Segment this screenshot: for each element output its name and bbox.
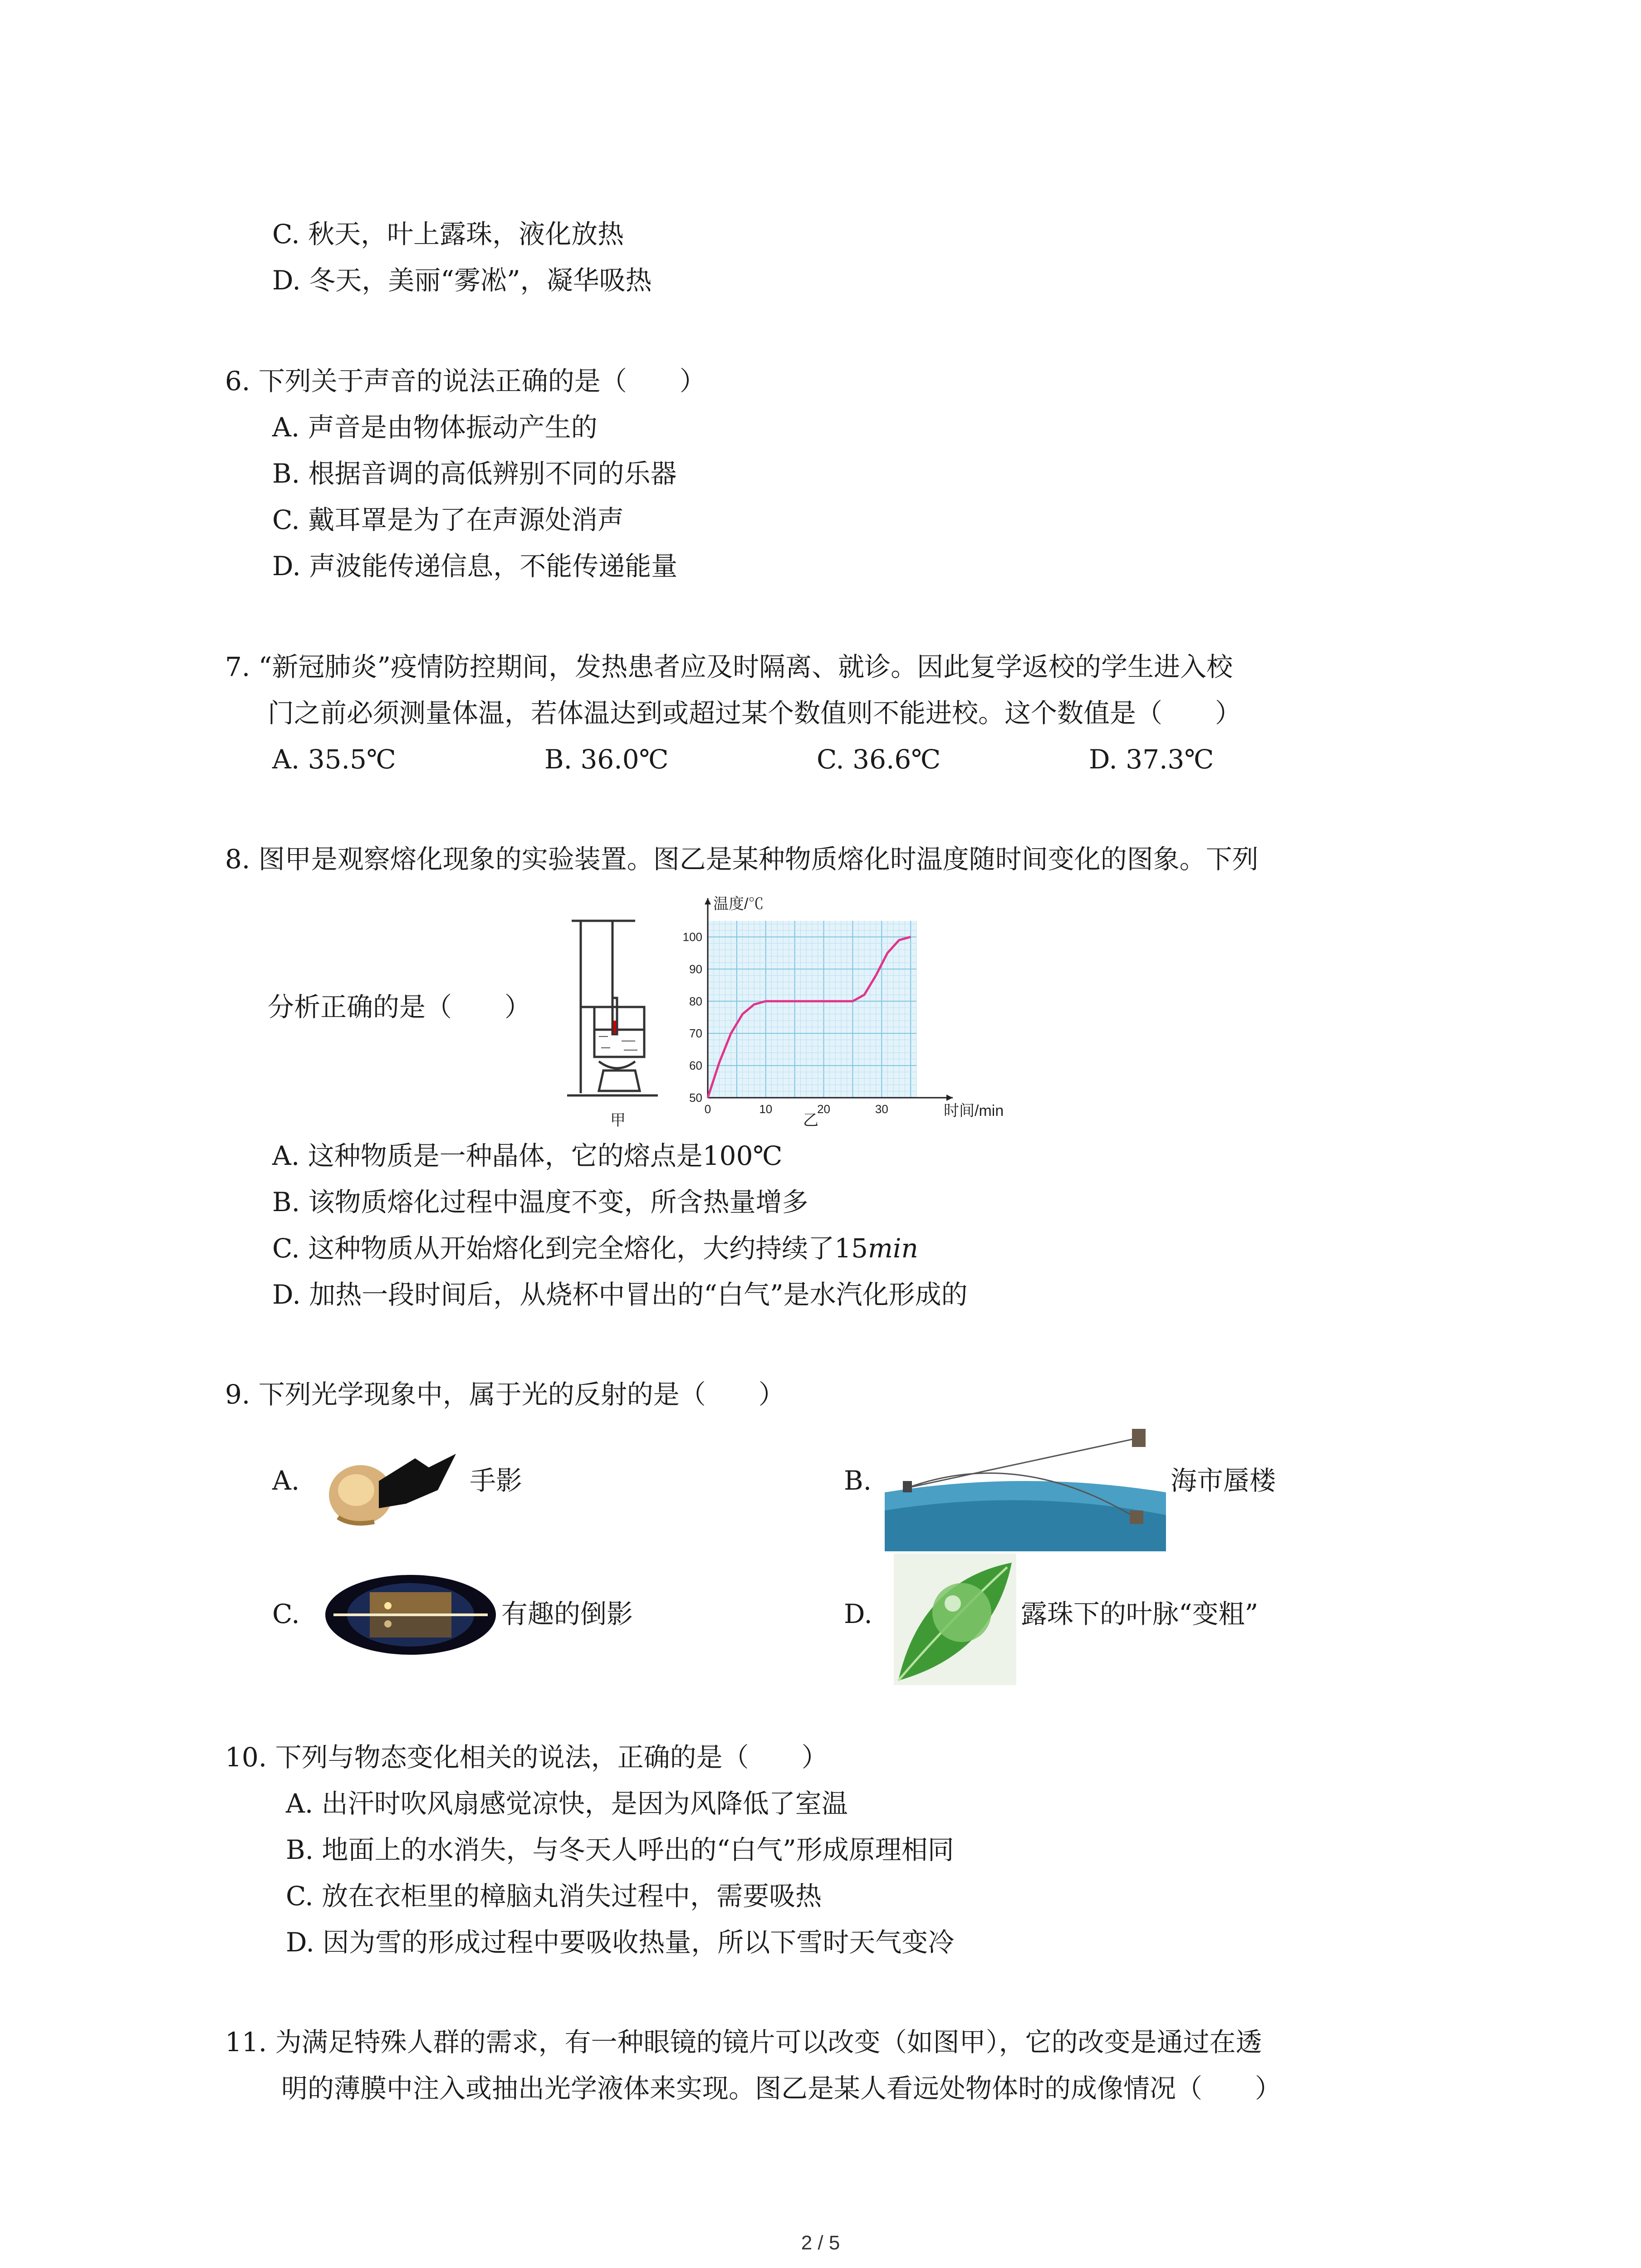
q6-option-b: B. 根据音调的高低辨别不同的乐器 xyxy=(272,458,677,489)
chart-y-tick-label: 80 xyxy=(689,994,702,1008)
q7-option-a: A. 35.5℃ xyxy=(272,744,396,775)
chart-x-tick-label: 30 xyxy=(875,1102,888,1116)
chart-x-tick-label: 20 xyxy=(817,1102,831,1116)
q7-stem-line1: 7. “新冠肺炎”疫情防控期间，发热患者应及时隔离、就诊。因此复学返校的学生进入校 xyxy=(225,651,1233,682)
hand-shadow-image xyxy=(324,1440,460,1531)
q6-option-c: C. 戴耳罩是为了在声源处消声 xyxy=(272,504,624,535)
chart-y-tick-label: 60 xyxy=(689,1059,702,1073)
chart-x-axis-label: 时间/min xyxy=(944,1102,1004,1119)
q9-option-d-letter: D. xyxy=(844,1598,872,1629)
chart-y-tick-label: 50 xyxy=(689,1091,702,1105)
q8-stem-line1: 8. 图甲是观察熔化现象的实验装置。图乙是某种物质熔化时温度随时间变化的图象。下列 xyxy=(225,844,1259,875)
q8-option-d: D. 加热一段时间后，从烧杯中冒出的“白气”是水汽化形成的 xyxy=(272,1279,968,1310)
mirage-image xyxy=(885,1420,1166,1551)
q7-option-c: C. 36.6℃ xyxy=(817,744,941,775)
q9-option-d-text: 露珠下的叶脉“变粗” xyxy=(1021,1598,1259,1629)
chart-y-tick-label: 90 xyxy=(689,962,702,976)
figure-yi-chart xyxy=(662,889,1016,1125)
q10-option-c: C. 放在衣柜里的樟脑丸消失过程中，需要吸热 xyxy=(286,1881,822,1911)
q7-option-d: D. 37.3℃ xyxy=(1089,744,1214,775)
figure-jia-label: 甲 xyxy=(610,1112,626,1129)
chart-y-arrow xyxy=(705,898,711,904)
chart-grid xyxy=(708,921,916,1098)
q8-stem-line2: 分析正确的是（ ） xyxy=(268,992,531,1022)
chart-y-axis-label: 温度/℃ xyxy=(713,895,764,913)
q5-option-d: D. 冬天，美丽“雾凇”，凝华吸热 xyxy=(272,265,652,296)
chart-x-arrow xyxy=(946,1095,953,1101)
q8-option-a: A. 这种物质是一种晶体，它的熔点是100℃ xyxy=(272,1140,783,1171)
q5-option-c: C. 秋天，叶上露珠，液化放热 xyxy=(272,219,624,249)
q9-option-c-text: 有趣的倒影 xyxy=(501,1598,633,1629)
q8-option-c xyxy=(272,1230,918,1266)
q8-option-b: B. 该物质熔化过程中温度不变，所含热量增多 xyxy=(272,1187,808,1217)
page-number: 2 / 5 xyxy=(801,2232,840,2254)
q10-option-a: A. 出汗时吹风扇感觉凉快，是因为风降低了室温 xyxy=(286,1788,848,1819)
q6-stem: 6. 下列关于声音的说法正确的是（ ） xyxy=(225,366,706,396)
q8-option-c-unit: min xyxy=(868,1233,918,1264)
chart-x-tick-label: 0 xyxy=(704,1102,711,1116)
q9-option-b-letter: B. xyxy=(844,1465,872,1496)
chart-y-tick-label: 70 xyxy=(689,1026,702,1041)
reflection-image xyxy=(324,1574,497,1656)
q11-stem-line2: 明的薄膜中注入或抽出光学液体来实现。图乙是某人看远处物体时的成像情况（ ） xyxy=(281,2073,1282,2104)
chart-y-tick-label: 100 xyxy=(682,930,702,944)
figure-yi-label: 乙 xyxy=(803,1112,818,1129)
q10-stem: 10. 下列与物态变化相关的说法，正确的是（ ） xyxy=(225,1742,828,1773)
q8-option-c-text: C. 这种物质从开始熔化到完全熔化，大约持续了15 xyxy=(272,1233,868,1264)
q9-stem: 9. 下列光学现象中，属于光的反射的是（ ） xyxy=(225,1379,785,1410)
q10-option-d: D. 因为雪的形成过程中要吸收热量，所以下雪时天气变冷 xyxy=(286,1927,955,1958)
q9-option-a-letter: A. xyxy=(272,1465,300,1496)
q6-option-d: D. 声波能传递信息，不能传递能量 xyxy=(272,551,678,582)
q9-option-c-letter: C. xyxy=(272,1598,300,1629)
chart-x-tick-label: 10 xyxy=(759,1102,773,1116)
q9-option-b-text: 海市蜃楼 xyxy=(1171,1465,1276,1496)
q7-option-b: B. 36.0℃ xyxy=(544,744,669,775)
q10-option-b: B. 地面上的水消失，与冬天人呼出的“白气”形成原理相同 xyxy=(286,1834,954,1865)
q11-stem-line1: 11. 为满足特殊人群的需求，有一种眼镜的镜片可以改变（如图甲），它的改变是通过在透 xyxy=(225,2027,1262,2058)
figure-jia-apparatus xyxy=(567,912,667,1107)
q6-option-a: A. 声音是由物体振动产生的 xyxy=(272,412,598,443)
dewdrop-leaf-image xyxy=(894,1554,1016,1685)
q9-option-a-text: 手影 xyxy=(470,1465,523,1496)
q7-stem-line2: 门之前必须测量体温，若体温达到或超过某个数值则不能进校。这个数值是（ ） xyxy=(268,698,1242,728)
